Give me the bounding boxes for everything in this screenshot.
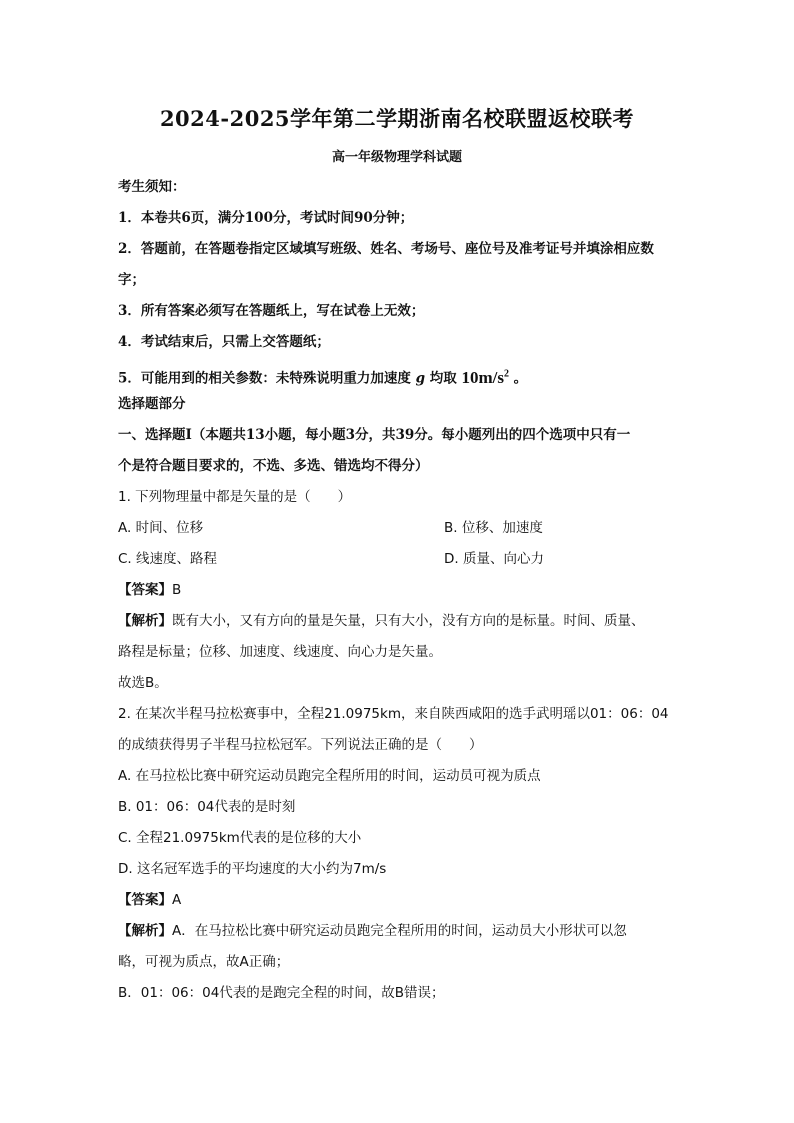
q1-option-c: C. 线速度、路程 (118, 551, 218, 567)
section-heading-line-1: 一、选择题Ⅰ（本题共13小题，每小题3分，共39分。每小题列出的四个选项中只有一 (118, 427, 631, 443)
notice-item-5-suffix: 。 (513, 370, 528, 387)
q1-stem: 1. 下列物理量中都是矢量的是（ ） (118, 489, 352, 505)
q1-options-row-2 (118, 544, 683, 575)
q2-stem-line-2: 的成绩获得男子半程马拉松冠军。下列说法正确的是（ ） (118, 737, 483, 753)
q2-option-b: B. 01：06：04代表的是时刻 (118, 799, 296, 815)
analysis-tag: 【解析】 (118, 613, 172, 629)
q1-options-row-1 (118, 513, 683, 544)
q1-answer-value: B (172, 582, 182, 598)
q1-answer (118, 575, 683, 606)
q2-option-d: D. 这名冠军选手的平均速度的大小约为7m/s (118, 861, 387, 877)
section-heading-line-2: 个是符合题目要求的，不选、多选、错选均不得分） (118, 458, 429, 474)
notice-item-5 (118, 358, 683, 389)
notice-item-5-mid: 均取 (429, 370, 457, 387)
q2-analysis-text-1: A．在马拉松比赛中研究运动员跑完全程所用的时间，运动员大小形状可以忽 (172, 923, 627, 939)
gravity-value (461, 368, 509, 387)
gravity-value-base: 10m/s (461, 367, 504, 387)
q1-option-b: B. 位移、加速度 (444, 520, 543, 536)
q2-answer-value: A (172, 892, 182, 908)
q2-option-a: A. 在马拉松比赛中研究运动员跑完全程所用的时间，运动员可视为质点 (118, 768, 541, 784)
answer-tag: 【答案】 (118, 582, 172, 598)
part-label: 选择题部分 (118, 396, 186, 412)
q2-analysis-line-1 (118, 916, 683, 947)
q2-analysis-line-2: 略，可视为质点，故A正确； (118, 954, 290, 970)
notice-item-2: 2．答题前，在答题卷指定区域填写班级、姓名、考场号、座位号及准考证号并填涂相应数 (118, 241, 654, 257)
notice-item-3: 3．所有答案必须写在答题纸上，写在试卷上无效； (118, 303, 425, 319)
q1-conclusion: 故选B。 (118, 675, 168, 691)
notice-heading: 考生须知： (118, 179, 186, 195)
notice-item-2-cont: 字； (118, 272, 145, 288)
notice-item-4: 4．考试结束后，只需上交答题纸； (118, 334, 330, 350)
document-body (118, 172, 683, 1009)
q1-analysis-text-1: 既有大小，又有方向的量是矢量，只有大小，没有方向的是标量。时间、质量、 (172, 613, 645, 629)
q2-option-c: C. 全程21.0975km代表的是位移的大小 (118, 830, 362, 846)
q2-analysis-line-3: B．01：06：04代表的是跑完全程的时间，故B错误； (118, 985, 445, 1001)
q1-option-d: D. 质量、向心力 (444, 551, 544, 567)
analysis-tag: 【解析】 (118, 923, 172, 939)
notice-item-1: 1．本卷共6页，满分100分，考试时间90分钟； (118, 210, 414, 226)
gravity-symbol: g (415, 370, 426, 387)
exam-title: 2024-2025学年第二学期浙南名校联盟返校联考 (159, 106, 635, 131)
q2-stem-line-1: 2. 在某次半程马拉松赛事中，全程21.0975km，来自陕西咸阳的选手武明瑶以01：06：04 (118, 706, 669, 722)
q2-answer (118, 885, 683, 916)
gravity-value-exponent: 2 (503, 368, 509, 379)
q1-analysis-line-1 (118, 606, 683, 637)
exam-subtitle: 高一年级物理学科试题 (331, 150, 462, 165)
q1-option-a: A. 时间、位移 (118, 520, 204, 536)
notice-item-5-prefix: 5．可能用到的相关参数：未特殊说明重力加速度 (118, 370, 411, 387)
answer-tag: 【答案】 (118, 892, 172, 908)
q1-analysis-line-2: 路程是标量；位移、加速度、线速度、向心力是矢量。 (118, 644, 442, 660)
